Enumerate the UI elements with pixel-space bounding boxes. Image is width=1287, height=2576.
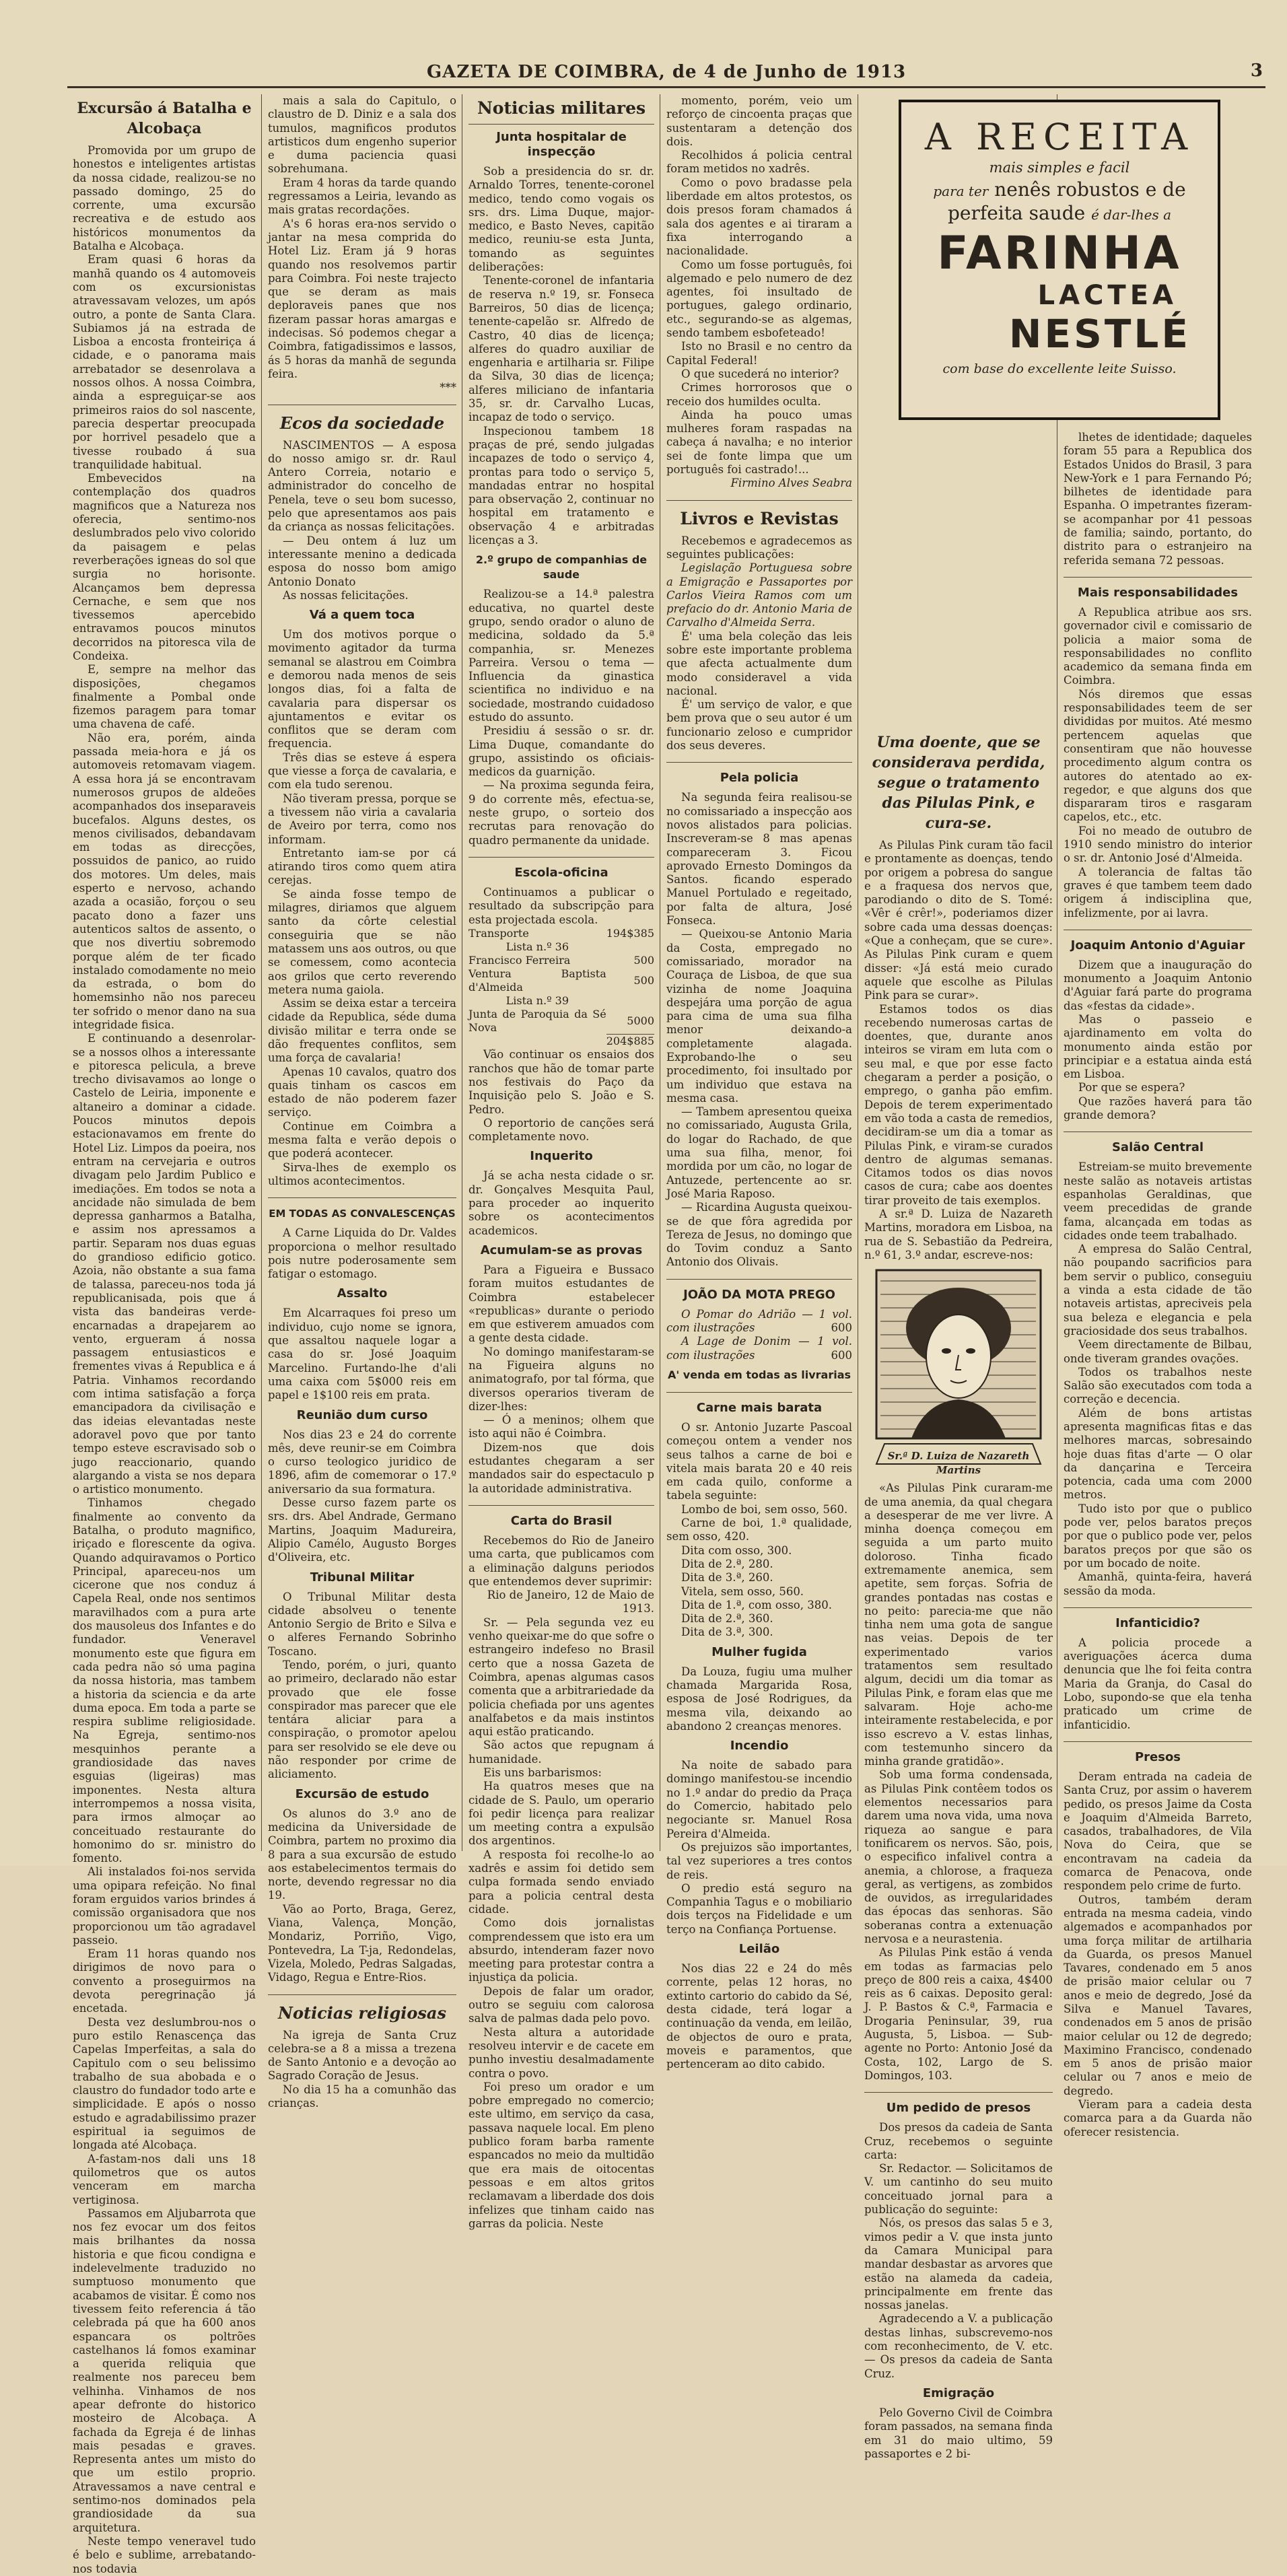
section-title: Incendio [730, 1739, 789, 1753]
paragraph: Três dias se esteve á espera que viesse a força de cavalaria, e com ela tudo serenou. [268, 751, 456, 792]
paragraph: Embevecidos na contemplação dos quadros magnificos que a Natureza nos oferecia, sentimo-nos deslumbrados pelo vivo colorido da paisagem e pelas reverberações igneas do sol que surgia no horisonte. Alcançamos bem depressa Cernache, e sem que nos tivessemos apercebido entravamos poucos minutos decorridos na pitoresca vila de Condeixa. [73, 472, 256, 662]
paragraph: A empresa do Salão Central, não poupando sacrificios para bem servir o publico, conseguiu a vinda a esta cidade de tão notaveis artistas, apreciveis pela sua beleza e elegancia e pela graciosidade dos seus trabalhos. [1064, 1243, 1252, 1337]
paragraph: Desse curso fazem parte os srs. drs. Abel Andrade, Germano Martins, Joaquim Madureira, Alipio Camélo, Augusto Borges d'Oliveira, etc. [268, 1496, 456, 1564]
paragraph: Crimes horrorosos que o receio dos humildes oculta. [666, 381, 852, 408]
paragraph: O Tribunal Militar desta cidade absolveu o tenente Antonio Sergio de Brito e Silva e o alferes Fernando Sobrinho Toscano. [268, 1590, 456, 1658]
paragraph: No domingo manifestaram-se na Figueira alguns no animatografo, por tal fórma, que diversos operarios tiveram de dizer-lhes: [468, 1345, 654, 1413]
divider [1064, 1741, 1252, 1742]
paragraph: Da Louza, fugiu uma mulher chamada Margarida Rosa, esposa de José Rodrigues, da mesma vila, deixando ao abandono 2 creanças menores. [666, 1665, 852, 1733]
paragraph: Tenente-coronel de infantaria de reserva n.º 19, sr. Fonseca Barreiros, 50 dias de licença; tenente-capelão sr. Alfredo de Castro, 40 dias de licença; alferes do quadro auxiliar de engenharia e artilharia sr. Filipe da Silva, 30 dias de licença; alferes miliciano de infantaria 35, sr. dr. Carvalho Lucas, incapaz de todo o serviço. [468, 274, 654, 424]
paragraph: A tolerancia de faltas tão graves é que tambem teem dado origem á indisciplina que, infelizmente, por ai lavra. [1064, 865, 1252, 919]
paragraph: Na igreja de Santa Cruz celebra-se a 8 a missa a trezena de Santo Antonio e a devoção ao Sagrado Coração de Jesus. [268, 2028, 456, 2083]
paragraph: Nós diremos que essas responsabilidades teem de ser divididas por muitos. Até mesmo pertencem aquelas que consentiram que não houvesse procedimento algum contra os autores do atentado ao ex-regedor, e que alguns dos que dispararam tiros e rasgaram capelos, etc., etc. [1064, 687, 1252, 824]
signature: Firmino Alves Seabra [730, 477, 852, 490]
paragraph: Veem directamente de Bilbau, onde tiveram grandes ovações. [1064, 1338, 1252, 1365]
paragraph: Continue em Coimbra a mesma falta e verão depois o que poderá acontecer. [268, 1119, 456, 1160]
paragraph: No dia 15 ha a comunhão das crianças. [268, 2083, 456, 2110]
ad-text: é dar-lhes a [1091, 207, 1171, 223]
paragraph: Dizem-nos que dois estudantes chegaram a ser mandados sair do espectaculo p la autoridade administrativa. [468, 1440, 654, 1495]
paragraph: Vão ao Porto, Braga, Gerez, Viana, Valença, Monção, Mondariz, Porriño, Vigo, Pontevedra, La T-ja, Redondelas, Vizela, Moledo, Pedras Salgadas, Vidago, Regua e Entre-Rios. [268, 1902, 456, 1984]
cell-label: Transporte [468, 926, 529, 940]
paragraph: Deram entrada na cadeia de Santa Cruz, por assim o haverem pedido, os presos Jaime da Costa e Joaquim d'Almeida Barreto, casados, trabalhadores, de Vila Nova do Ceira, que se encontravam na cadeia da comarca de Penacova, onde respondem pelo crime de furto. [1064, 1770, 1252, 1893]
paragraph: Desta vez deslumbrou-nos o puro estilo Renascença das Capelas Imperfeitas, a sala do Capitulo com o seu belissimo trabalho de sua abobada e o claustro do fundador todo arte e simplicidade. E após o nosso estudo e agradabilissimo prazer espiritual ia seguimos de longada até Alcobaça. [73, 2015, 256, 2152]
cell-label: Junta de Paroquia da Sé Nova [468, 1007, 606, 1034]
portrait-frame [864, 1267, 1053, 1476]
paragraph: Já se acha nesta cidade o sr. dr. Gonçalves Mesquita Paul, para proceder ao inquerito sobre os acontecimentos academicos. [468, 1169, 654, 1237]
paragraph: Neste tempo veneravel tudo é belo e sublime, arrebatando-nos todavia [73, 2534, 256, 2575]
price-line: Dita de 1.ª, com osso, 380. [681, 1598, 832, 1611]
paragraph: Foi preso um orador e um pobre empregado no comercio; este ultimo, em serviço da casa, passava naquele local. Em pleno publico foram barba ramente espancados no meio da multidão que era mais de oitocentas pessoas e em altos gritos reclamavam a liberdade dos dois infelizes que tinham caido nas garras da policia. Neste [468, 2080, 654, 2230]
paragraph: Vão continuar os ensaios dos ranchos que hão de tomar parte nos festivais do Paço da Inquisição pelo S. João e S. Pedro. [468, 1048, 654, 1116]
paragraph: Ainda ha pouco umas mulheres foram raspadas na cabeça á navalha; e no interior sei de fonte limpa que um português foi castrado!... [666, 408, 852, 477]
paragraph: Dos presos da cadeia de Santa Cruz, recebemos o seguinte carta: [864, 2121, 1053, 2161]
paragraph: Sirva-lhes de exemplo os ultimos acontecimentos. [268, 1160, 456, 1187]
paragraph: Mas o passeio e ajardinamento em volta do monumento ainda estão por principiar e a estatua ainda está em Lisboa. [1064, 1012, 1252, 1081]
paragraph: Assim se deixa estar a terceira cidade da Republica, séde duma divisão militar e terra onde se dão frequentes conflitos, sem uma força de cavalaria! [268, 997, 456, 1065]
paragraph: Não tiveram pressa, porque se a tivessem não viria a cavalaria de Aveiro por terra, como nos informam. [268, 792, 456, 846]
paragraph: É' uma bela coleção das leis sobre este importante problema que afecta actualmente dum modo consideravel a vida nacional. [666, 629, 852, 697]
section-title: Mulher fugida [711, 1644, 807, 1659]
article-title: Uma doente, que se considerava perdida, segue o tratamento das Pilulas Pink, e cura-se. [872, 734, 1045, 832]
price-line: Vitela, sem osso, 560. [681, 1585, 804, 1598]
ad-text: com base do excellente leite Suisso. [942, 361, 1177, 376]
column-4 [666, 94, 852, 2071]
book-price: 600 [831, 1321, 852, 1335]
paragraph: Como o povo bradasse pela liberdade em altos protestos, os dois presos foram chamados á sala dos agentes e ai tiraram a fixa interrogando a nacionalidade. [666, 176, 852, 258]
paragraph: Tinhamos chegado finalmente ao convento da Batalha, o produto magnifico, iriçado e florescente da ogiva. Quando adquiravamos o Portico Principal, apareceu-nos um cicerone que nos conduz á Capela Real, onde nos sentimos maravilhados com a pura arte dos mausoleus dos Infantes e do fundador. Veneravel monumento este que figura em cada pedra não só uma pagina da nossa historia, mas tambem a historia da sciencia e da arte duma epoca. Em toda a parte se respira sublime religiosidade. Na Egreja, sentimo-nos mesquinhos perante a grandiosidade das naves esguias (ligeiras) mas imponentes. Nesta altura interrompemos a nossa visita, para irmos almoçar ao conceituado restaurante do homonimo do sr. ministro do fomento. [73, 1496, 256, 1865]
table-row [468, 994, 654, 1008]
column-1 [73, 94, 256, 2575]
paragraph: O reportorio de canções será completamente novo. [468, 1116, 654, 1144]
paragraph: Não era, porém, ainda passada meia-hora e já os automoveis retomavam viagem. A essa hora já se encontravam numerosos grupos de aldeões acompanhados dos inseparaveis bucefalos. Alguns destes, os menos civilisados, debandavam em todas as direcções, possuidos de panico, ao ruido dos motores. Um deles, mais esperto e nervoso, achando azada a ocasião, forçou o seu pacato dono a fazer uns autenticos saltos de assento, o que nos divertiu sobremodo porque além de ter ficado instalado comodamente no meio da estrada, o bom do homemsinho não nos pareceu ter sofrido o menor dano na sua integridade fisica. [73, 731, 256, 1031]
masthead-title: GAZETA DE COIMBRA, de 4 de Junho de 1913 [426, 62, 907, 82]
paragraph: Depois de falar um orador, outro se seguiu com calorosa salva de palmas dada pelo povo. [468, 1984, 654, 2025]
paragraph: Outros, também deram entrada na mesma cadeia, vindo algemados e acompanhados por uma força militar de artilharia da Guarda, os presos Manuel Tavares, condenado em 5 anos de prisão maior celular ou 7 anos e meio de degredo, José da Silva e Manuel Tavares, condenados em 5 anos de prisão maior celular ou 12 de degredo; Maximino Francisco, condenado em 5 anos de prisão maior celular ou 7 anos e meio de degredo. [1064, 1893, 1252, 2097]
paragraph: Eram quasi 6 horas da manhã quando os 4 automoveis com os excursionistas atravessavam velozes, um após outro, a ponte de Santa Clara. Subiamos já na estrada de Lisboa a encosta fronteiriça á cidade, e o panorama mais arrebatador se desenrolava a nossos olhos. A nossa Coimbra, ainda a espreguiçar-se aos primeiros raios do sol nascente, parecia despertar preocupada por horrivel pesadelo que a tivesse roubado á sua tranquilidade habitual. [73, 253, 256, 471]
paragraph: Inspecionou tambem 18 praças de pré, sendo julgadas incapazes de todo o serviço 4, prontas para todo o serviço 5, mandadas entrar no hospital para observação 2, continuar no hospital em tratamento e observação 4 e arbitradas licenças a 3. [468, 424, 654, 547]
section-title: Tribunal Militar [310, 1570, 415, 1585]
price-line: Dita de 2.ª, 360. [681, 1612, 773, 1626]
paragraph: A-fastam-nos dali uns 18 quilometros que os autos venceram em marcha vertiginosa. [73, 2152, 256, 2206]
paragraph: Sr. Redactor. — Solicitamos de V. um cantinho do seu muito conceituado jornal para a publicação do seguinte: [864, 2162, 1053, 2217]
table-row [468, 1035, 654, 1049]
paragraph: Sob a presidencia do sr. dr. Arnaldo Torres, tenente-coronel medico, tendo como vogais os srs. drs. Lima Duque, major-medico, e Basto Neves, capitão medico, reuniu-se esta Junta, tomando as seguintes deliberações: [468, 165, 654, 274]
section-title: Reunião dum curso [296, 1407, 428, 1422]
paragraph: Nos dias 22 e 24 do mês corrente, pelas 12 horas, no extinto cartorio do cabido da Sé, desta cidade, terá logar a continuação da venda, em leilão, de objectos de ouro e prata, moveis e paramentos, que pertenceram ao dito cabido. [666, 1962, 852, 2071]
paragraph: E continuando a desenrolar-se a nossos olhos a interessante e pitoresca pelicula, a breve trecho divisavamos ao longe o Castelo de Leiria, imponente e altaneiro a dominar a cidade. Poucos minutos depois estacionavamos em frente do Hotel Liz. Limpos da poeira, nos entram na cervejaria e outros divagam pelo Jardim Publico e imediações. Em todos se nota a ancidade não simulada de bem depressa ganharmos a Batalha, e assim nos apressamos a partir. Separam nos duas eguas do grandioso edificio gotico. Azoia, não obstante a sua fama de talassa, pareceu-nos toda já republicanisada, pois que á vista das bandeiras verde-encarnadas a drapejarem ao vento, ergueram á nossa passagem entusiasticos e frementes vivas á Republica e á Patria. Vinhamos recordando com intima satisfação a força emancipadora da civilisação e das ideias elevantadas neste adoravel povo que por tanto tempo esteve escravisado sob o jugo reaccionario, quando alargando a vista se nos depara o artistico monumento. [73, 1032, 256, 1496]
paragraph: Eram 4 horas da tarde quando regressamos a Leiria, levando as mais gratas recordações. [268, 176, 456, 217]
paragraph: Passamos em Aljubarrota que nos fez evocar um dos feitos mais brilhantes da nossa historia e que ficou condigna e indelevelmente traduzido no sumptuoso monumento que acabamos de visitar. É como nos tivessem feito referencia á tão celebrada pá que ha 600 anos espancara os poltrões castelhanos lá fomos examinar a querida reliquia que realmente nos pareceu bem velhinha. Vinhamos de nos apear defronte do historico mosteiro de Alcobaça. A fachada da Egreja é de linhas mais pesadas e graves. Representa antes um misto do que um estilo proprio. Atravessamos a nave central e sentimo-nos dominados pela grandiosidade da sua arquitetura. [73, 2206, 256, 2534]
table-row [468, 1008, 654, 1035]
cell-value: 194$385 [606, 926, 654, 940]
price-line: Dita de 3.ª, 260. [681, 1571, 773, 1585]
paragraph: mais a sala do Capitulo, o claustro de D. Diniz e a sala dos tumulos, magnificos produtos artisticos dum engenho superior e duma paciencia quasi sobrehumana. [268, 94, 456, 176]
cell-value: 500 [633, 973, 654, 987]
page-number: 3 [1250, 61, 1263, 81]
cell-value: 5000 [627, 1014, 654, 1027]
ad-text-line [901, 178, 1218, 201]
table-row [468, 954, 654, 967]
section-title: Joaquim Antonio d'Aguiar [1070, 938, 1245, 952]
paragraph: A sr.ª D. Luiza de Nazareth Martins, moradora em Lisboa, na rua de S. Sebastião da Pedreira, n.º 61, 3.º andar, escreve-nos: [864, 1208, 1053, 1261]
ad-text-line [901, 202, 1218, 224]
paragraph: A policia procede a averiguações ácerca duma denuncia que lhe foi feita contra Maria da Granja, do Casal do Lobo, supondo-se que ela tenha praticado um crime de infanticidio. [1064, 1636, 1252, 1731]
column-rule [261, 94, 262, 1851]
cell-label [468, 1035, 606, 1049]
paragraph: O que sucederá no interior? [681, 367, 839, 380]
divider [468, 857, 654, 858]
book-listing [666, 1308, 852, 1335]
section-title: Excursão de estudo [295, 1786, 429, 1801]
paragraph: — Na proxima segunda feira, 9 do corrente mês, efectua-se, neste grupo, o sorteio dos recrutas para renovação do quadro permanente da unidade. [468, 779, 654, 847]
section-title: Junta hospitalar de inspecção [496, 130, 627, 159]
divider [666, 1279, 852, 1280]
section-title: Leilão [738, 1942, 780, 1957]
paragraph: — Ricardina Augusta queixou-se de que fôra agredida por Tereza de Jesus, no domingo que do Tovim conduz a Santo Antonio dos Olivais. [666, 1201, 852, 1269]
paragraph: Tendo, porém, o juri, quanto ao primeiro, declarado não estar provado que ele fosse conspirador mas parecer que ele tentára aliciar para a conspiração, o promotor apelou para ser resolvido se ele deve ou não responder por crime de aliciamento. [268, 1658, 456, 1781]
divider [666, 762, 852, 763]
paragraph: Recebemos e agradecemos as seguintes publicações: [666, 534, 852, 561]
paragraph: Ali instalados foi-nos servida uma opipara refeição. No final foram erguidos varios brindes á comissão organisadora que nos proporcionou um tão agradavel passeio. [73, 1865, 256, 1947]
section-title: Noticias militares [477, 98, 646, 118]
ad-product: FARINHA [937, 227, 1182, 280]
paragraph: Presidiu á sessão o sr. dr. Lima Duque, comandante do grupo, assistindo os oficiais-medicos da guarnição. [468, 724, 654, 779]
price-line: Lombo de boi, sem osso, 560. [681, 1502, 848, 1516]
paragraph: Na noite de sabado para domingo manifestou-se incendio no 1.º andar do predio da Praça do Comercio, habitado pelo negociante sr. Manuel Rosa Pereira d'Almeida. [666, 1759, 852, 1840]
cell-label: Lista n.º 39 [506, 994, 569, 1007]
paragraph: E, sempre na melhor das disposições, chegamos finalmente a Pombal onde fizemos paragem para tomar uma chavena de café. [73, 663, 256, 731]
divider [268, 1197, 456, 1198]
paragraph: Estreiam-se muito brevemente neste salão as notaveis artistas espanholas Geraldinas, que veem precedidas de grande fama, alcançada em todas as cidades onde teem trabalhado. [1064, 1160, 1252, 1242]
paragraph: Isto no Brasil e no centro da Capital Federal! [666, 340, 852, 367]
section-title: Noticias religiosas [278, 2003, 446, 2023]
paragraph: — Ó a meninos; olhem que isto aqui não é Coimbra. [468, 1414, 654, 1440]
masthead [67, 59, 1265, 88]
price-line: Dita com osso, 300. [681, 1543, 792, 1557]
book-listing [666, 1335, 852, 1362]
cell-label: Lista n.º 36 [506, 940, 569, 953]
section-title: EM TODAS AS CONVALESCENÇAS [269, 1208, 456, 1220]
paragraph: A Carne Liquida do Dr. Valdes proporciona o melhor resultado pois nutre poderosamente sem fatigar o estomago. [268, 1226, 456, 1281]
divider [666, 500, 852, 501]
section-title: Carta do Brasil [510, 1513, 613, 1528]
paragraph: Continuamos a publicar o resultado da subscripção para esta projectada escola. [468, 885, 654, 926]
section-title: Presos [1134, 1749, 1181, 1764]
nestle-advertisement [899, 100, 1220, 420]
price-line: Dita de 2.ª, 280. [681, 1557, 773, 1570]
price-line: Dita de 3.ª, 300. [681, 1626, 773, 1639]
paragraph: Por que se espera? [1078, 1081, 1185, 1094]
ad-product: LACTEA [1037, 280, 1177, 311]
paragraph: Estamos todos os dias recebendo numerosas cartas de doentes, que, durante anos inteiros se viram em luta com o seu mal, e que por esse facto chegaram a perder a posição, o emprego, o ganha pão emfim. Depois de terem experimentado em vão toda a casta de remedios, decidiram-se um dia a tomar as Pilulas Pink, e viram-se curados dentro de algumas semanas. Citamos todos os dias novos casos de cura; cabe aos doentes tirar proveito de tais exemplos. [864, 1002, 1053, 1207]
divider [666, 1392, 852, 1393]
section-title: Um pedido de presos [886, 2101, 1031, 2116]
section-title: Emigração [922, 2386, 995, 2400]
paragraph: Apenas 10 cavalos, quatro dos quais tinham os cascos em estado de não poderem fazer serviço. [268, 1065, 456, 1119]
ad-text: mais simples e facil [989, 160, 1130, 176]
divider [1064, 1607, 1252, 1608]
paragraph: Se ainda fosse tempo de milagres, diriamos que alguem santo da côrte celestial conseguiria que se não matassem uns aos outros, ou que se comessem, como acontecia aos grilos que certo reverendo metera numa gaiola. [268, 887, 456, 996]
paragraph: Em Alcarraques foi preso um individuo, cujo nome se ignora, que assaltou naquele logar a casa do sr. José Joaquim Marcelino. Furtando-lhe d'ali uma caixa com 5$000 reis em papel e 1$100 reis em prata. [268, 1307, 456, 1402]
paragraph: Nós, os presos das salas 5 e 3, vimos pedir a V. que insta junto da Camara Municipal para mandar desbastar as arvores que estão na alameda da cadeia, principalmente em frente das nossas janelas. [864, 2217, 1053, 2312]
table-row [468, 940, 654, 954]
paragraph: Nos dias 23 e 24 do corrente mês, deve reunir-se em Coimbra o curso teologico juridico de 1896, afim de comemorar o 17.º aniversario da sua formatura. [268, 1428, 456, 1496]
paragraph: Pelo Governo Civil de Coimbra foram passados, na semana finda em 31 do maio ultimo, 59 passaportes e 2 bi- [864, 2406, 1053, 2460]
divider [1064, 577, 1252, 578]
book-price: 600 [831, 1348, 852, 1362]
paragraph: Eis uns barbarismos: [483, 1766, 602, 1779]
sale-notice: A' venda em todas as livrarias [667, 1368, 851, 1381]
price-line: Carne de boi, 1.ª qualidade, sem osso, 420. [666, 1517, 852, 1543]
column-6 [1064, 431, 1252, 2138]
paragraph: Todos os trabalhos neste Salão são executados com toda a correção e decencia. [1064, 1365, 1252, 1406]
cell-label: Ventura Baptista d'Almeida [468, 967, 606, 994]
book-title: O Pomar do Adrião — 1 vol. com ilustrações [666, 1307, 852, 1335]
paragraph: O sr. Antonio Juzarte Pascoal começou ontem a vender nos seus talhos a carne de boi e vitela mais barata 20 e 40 reis em cada quilo, conforme a tabela seguinte: [666, 1420, 852, 1502]
ad-headline: A RECEITA [924, 116, 1195, 158]
paragraph: Como dois jornalistas comprendessem que isto era um absurdo, intenderam fazer novo meeting para protestar contra a injustiça da policia. [468, 1916, 654, 1984]
paragraph: «As Pilulas Pink curaram-me de uma anemia, da qual chegara a desesperar de me ver livre. A minha doença começou em seguida a um parto muito doloroso. Tinha ficado extremamente anemica, sem apetite, sem forças. Sofria de grandes pontadas nas costas e no peito: parecia-me que não tinha nem uma gota de sangue nas veias. Depois de ter experimentado varios tratamentos sem resultado algum, decidi um dia tomar as Pilulas Pink, e foram elas que me salvaram. Hoje acho-me inteiramente restabelecida, e por isso escrevo a V. estas linhas, com testemunho sincero da minha grande gratidão». [864, 1482, 1053, 1768]
paragraph: Sr. — Pela segunda vez eu venho queixar-me do que sofre o estrangeiro indefeso no Brasil certo que a nossa Gazeta de Coimbra, apenas algumas casos comenta que a arbitrariedade da policia chefiada por uns agentes analfabetos e da mais instintos aqui estão praticando. [468, 1615, 654, 1739]
paragraph: As nossas felicitações. [283, 588, 409, 602]
cell-value: 204$885 [606, 1035, 654, 1048]
paragraph: Vieram para a cadeia desta comarca para a da Guarda não oferecer resistencia. [1064, 2098, 1252, 2138]
portrait-image [864, 1267, 1053, 1469]
paragraph: Eram 11 horas quando nos dirigimos de novo para o convento a proseguirmos na devota peregrinação já encetada. [73, 1947, 256, 2015]
paragraph: Além de bons artistas apresenta magnificas fitas e das melhores marcas, sobresaindo hoje duas fitas d'arte — O olar da dançarina e Terceira potencia, cada uma com 2000 metros. [1064, 1406, 1252, 1502]
paragraph: Realizou-se a 14.ª palestra educativa, no quartel deste grupo, sendo orador o aluno de medicina, soldado da 5.ª companhia, sr. Menezes Parreira. Versou o tema — Influencia da ginastica scientifica no individuo e na sociedade, mostrando cuidadoso estudo do assunto. [468, 588, 654, 724]
ad-brand: NESTLÉ [1008, 311, 1191, 357]
ad-text: perfeita saude [947, 202, 1086, 224]
paragraph: Um dos motivos porque o movimento agitador da turma semanal se alastrou em Coimbra e demorou nada menos de seis longos dias, foi a falta de cavalaria para dispersar os ajuntamentos e evitar os conflitos que se deram com frequencia. [268, 628, 456, 751]
letter-date: Rio de Janeiro, 12 de Maio de 1913. [487, 1589, 654, 1615]
paragraph: É' um serviço de valor, e que bem prova que o seu autor é um funcionario zeloso e cumpridor dos seus deveres. [666, 698, 852, 753]
paragraph: Sob uma forma condensada, as Pilulas Pink contêem todos os elementos necessarios para darem uma nova vida, uma nova riqueza ao sangue e para tonificarem os nervos. São, pois, o especifico infalivel contra a anemia, a chlorose, a fraqueza geral, as vertigens, as zombidos de ouvidos, as irregularidades das épocas das senhoras. São soberanas contra a extenuação nervosa e a neurastenia. [864, 1768, 1053, 1945]
book-title: A Lage de Donim — 1 vol. com ilustrações [666, 1335, 852, 1362]
paragraph: Promovida por um grupo de honestos e inteligentes artistas da nossa cidade, realizou-se no passado domingo, 25 do corrente, uma excursão recreativa e de estudo aos históricos monumentos da Batalha e Alcobaça. [73, 144, 256, 253]
paragraph: — Deu ontem á luz um interessante menino a dedicada esposa do nosso bom amigo Antonio Donato [268, 534, 456, 588]
paragraph: Entretanto iam-se por cá atirando tiros como quem atira cerejas. [268, 846, 456, 887]
paragraph: Legislação Portuguesa sobre a Emigração e Passaportes por Carlos Vieira Ramos com um prefacio do dr. Antonio Maria de Carvalho d'Almeida Serra. [666, 561, 852, 629]
divider [268, 1994, 456, 1995]
cell-value: 500 [633, 953, 654, 967]
paragraph: São actos que repugnam á humanidade. [468, 1739, 654, 1766]
ad-text: nenês robustos e de [994, 178, 1186, 201]
column-2 [268, 94, 456, 2110]
paragraph: — Tambem apresentou queixa no comissariado, Augusta Grila, do logar do Rachado, de que uma sua filha, menor, foi mordida por um cão, no logar de Antuzede, pertencente ao sr. José Maria Raposo. [666, 1105, 852, 1200]
paragraph: Tudo isto por que o publico pode ver, pelos baratos preços por que o publico pode ver, pelos baratos preços por que são os por um bocado de noite. [1064, 1502, 1252, 1570]
paragraph: momento, porém, veio um reforço de cincoenta praças que sustentaram a detenção dos dois. [666, 94, 852, 148]
ad-text: para ter [933, 183, 989, 199]
article-title: Excursão á Batalha e Alcobaça [77, 100, 252, 137]
cell-value [606, 994, 654, 1008]
separator-stars: *** [440, 381, 456, 394]
paragraph: Dizem que a inauguração do monumento a Joaquim Antonio d'Aguiar fará parte do programa das «festas da cidade». [1064, 958, 1252, 1012]
paragraph: Recebemos do Rio de Janeiro uma carta, que publicamos com a eliminação dalguns periodos que entendemos dever suprimir: [468, 1533, 654, 1588]
paragraph: Amanhã, quinta-feira, haverá sessão da moda. [1064, 1570, 1252, 1597]
section-title: Salão Central [1111, 1140, 1204, 1155]
divider [468, 1505, 654, 1506]
paragraph: A's 6 horas era-nos servido o jantar na mesa comprida do Hotel Liz. Eram já 9 horas quando nos resolvemos partir para Coimbra. Foi neste trajecto que se deram as mais deploraveis panes que nos fizeram passar horas amargas e indecisas. Só podemos chegar a Coimbra, fatigadissimos e lassos, ás 5 horas da manhã de segunda feira. [268, 217, 456, 380]
table-row [468, 967, 654, 994]
section-title: Pela policia [720, 771, 799, 786]
paragraph: Recolhidos á policia central foram metidos no xadrês. [666, 149, 852, 176]
paragraph: Ha quatros meses que na cidade de S. Paulo, um operario foi pedir licença para realizar um meeting contra a expulsão dos argentinos. [468, 1780, 654, 1848]
paragraph: Nesta altura a autoridade resolveu intervir e de cacete em punho investiu desalmadamente contra o povo. [468, 2025, 654, 2080]
section-title: Ecos da sociedade [279, 413, 445, 433]
paragraph: A Republica atribue aos srs. governador civil e comissario de policia a maior soma de responsabilidades no conflito academico da semana finda em Coimbra. [1064, 605, 1252, 687]
section-title: Acumulam-se as provas [480, 1243, 643, 1257]
paragraph: Para a Figueira e Bussaco foram muitos estudantes de Coimbra estabelecer «republicas» durante o periodo em que estiverem amuados com a gente desta cidade. [468, 1263, 654, 1345]
section-title: Carne mais barata [696, 1400, 823, 1415]
paragraph: Os prejuizos são importantes, tal vez superiores a tres contos de reis. [666, 1840, 852, 1881]
section-title: Mais responsabilidades [1077, 585, 1239, 600]
paragraph: O predio está seguro na Companhia Tagus e o mobiliario dois terços na Fidelidade e um terço na Confiança Portuense. [666, 1881, 852, 1936]
paragraph: Foi no meado de outubro de 1910 sendo ministro do interior o sr. dr. Antonio José d'Almeida. [1064, 824, 1252, 865]
paragraph: Agradecendo a V. a publicação destas linhas, subscrevemo-nos com reconhecimento, de V. etc. — Os presos da cadeia de Santa Cruz. [864, 2312, 1053, 2380]
paragraph: lhetes de identidade; daqueles foram 55 para a Republica dos Estados Unidos do Brasil, 3 para New-York e 1 para Fernando Pó; bilhetes de identidade para Espanha. O impetrantes fizeram-se acompanhar por 41 pessoas de familia; saindo, portanto, do distrito para o estranjeiro na referida semana 72 pessoas. [1064, 431, 1252, 567]
paragraph: Os alunos do 3.º ano de medicina da Universidade de Coimbra, partem no proximo dia 8 para a sua excursão de estudo aos estabelecimentos termais do norte, devendo regressar no dia 19. [268, 1807, 456, 1902]
section-title: Infanticidio? [1115, 1615, 1200, 1630]
section-title: Vá a quem toca [309, 608, 415, 623]
paragraph: Na segunda feira realisou-se no comissariado a inspecção aos novos alistados para policias. Inscreveram-se 8 mas apenas compareceram 3. Ficou aprovado Ernesto Domingos da Santos. ficando esperado Manuel Portulado e regeitado, por falta de altura, José Fonseca. [666, 791, 852, 928]
cell-label: Francisco Ferreira [468, 953, 571, 967]
section-title: JOÃO DA MOTA PREGO [683, 1287, 835, 1302]
subscription-table [468, 927, 654, 1049]
section-title: Assalto [337, 1286, 388, 1301]
section-title: 2.º grupo de companhias de saude [475, 553, 648, 582]
paragraph: Que razões haverá para tão grande demora? [1064, 1094, 1252, 1122]
section-title: Escola-oficina [514, 865, 608, 880]
paragraph: — Queixou-se Antonio Maria da Costa, empregado no comissariado, morador na Couraça de Lisboa, de que sua vizinha de nome Joaquina despejára uma porção de agua para cima de uma sua filha menor deixando-a completamente alagada. Exprobando-lhe o seu procedimento, foi insultado por um individuo que estava na mesma casa. [666, 928, 852, 1105]
paragraph: Como um fosse português, foi algemado e pelo numero de dez agentes, foi insultado de portugues, galego ordinario, etc., segurando-se as algemas, sendo tambem esbofeteado! [666, 258, 852, 340]
section-title: Inquerito [530, 1149, 593, 1164]
portrait-caption: Sr.ª D. Luiza de Nazareth Martins [887, 1450, 1030, 1476]
column-5 [864, 727, 1053, 2460]
paragraph: A resposta foi recolhe-lo ao xadrês e assim foi detido sem culpa formada sendo enviado para a policia central desta cidade. [468, 1848, 654, 1916]
paragraph: NASCIMENTOS — A esposa do nosso amigo sr. dr. Raul Antero Correia, notario e administrador do concelho de Penela, teve o seu bom sucesso, pelo que apresentamos aos pais da criança as nossas felicitações. [268, 438, 456, 534]
paragraph: As Pilulas Pink estão á venda em todas as farmacias pelo preço de 800 reis a caixa, 4$400 reis as 6 caixas. Deposito geral: J. P. Bastos & C.ª, Farmacia e Drogaria Peninsular, 39, rua Augusta, 5, Lisboa. — Sub-agente no Porto: Antonio José da Costa, 102, Largo de S. Domingos, 103. [864, 1946, 1053, 2082]
cell-value [606, 940, 654, 954]
divider [468, 124, 654, 125]
section-title: Livros e Revistas [680, 508, 839, 528]
column-3 [468, 94, 654, 2230]
divider [864, 2092, 1053, 2093]
table-row [468, 927, 654, 940]
paragraph: As Pilulas Pink curam tão facil e prontamente as doenças, tendo por origem a pobresa do sangue e a fraquesa dos nervos que, parodiando o dito de S. Tomé: «Vêr é crêr!», poderiamos dizer sobre cada uma dessas doenças: «Que a conheçam, que se cure». As Pilulas Pink curam e quem disser: «Já está meio curado aquele que escolhe as Pilulas Pink para se curar». [864, 839, 1053, 1002]
